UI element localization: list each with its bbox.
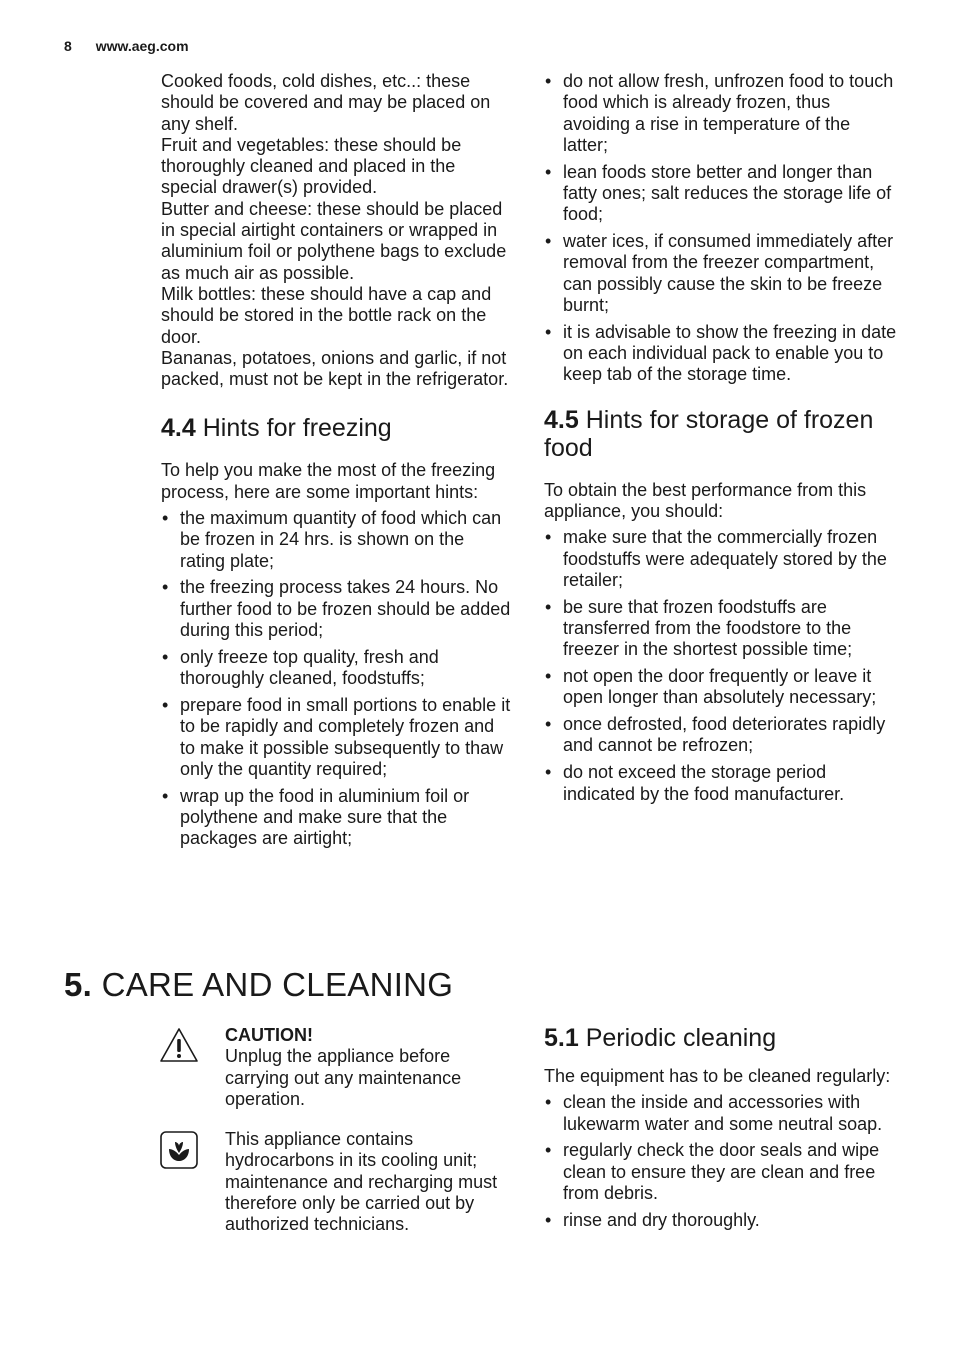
list-item: • rinse and dry thoroughly. [544, 1210, 900, 1231]
list-item: • be sure that frozen foodstuffs are transferred from the foodstore to the freezer in the shortest possible time; [544, 597, 900, 661]
list-item: • the freezing process takes 24 hours. No further food to be frozen should be added during this period; [161, 577, 513, 641]
freezing-hints-list [161, 508, 513, 849]
right-column [544, 71, 900, 810]
environment-icon [160, 1131, 198, 1174]
section-4-5-heading [544, 406, 900, 462]
section-number: 4.5 [544, 405, 579, 434]
frozen-storage-hints-list [544, 527, 900, 805]
chapter-title: CARE AND CLEANING [101, 966, 454, 1003]
paragraph-fruit-vegetables: Fruit and vegetables: these should be thoroughly cleaned and placed in the special drawer(s) provided. [161, 134, 462, 198]
list-item: • it is advisable to show the freezing in date on each individual pack to enable you to keep tab of the storage time. [544, 322, 900, 386]
freezing-hints-continued-list [544, 71, 900, 386]
section-title: Hints for storage of frozen food [544, 405, 874, 462]
section-5-1-heading [544, 1024, 900, 1052]
section-5-1 [544, 1024, 900, 1237]
page-number: 8 [64, 38, 72, 54]
section-4-5-intro: To obtain the best performance from this appliance, you should: [544, 479, 867, 521]
page-header [64, 38, 189, 54]
environment-note: This appliance contains hydrocarbons in its cooling unit; maintenance and recharging must therefore only be carried out by authorized technicians. [225, 1129, 498, 1235]
section-4-4-intro: To help you make the most of the freezing process, here are some important hints: [161, 460, 496, 502]
section-number: 4.4 [161, 414, 196, 443]
paragraph-butter-cheese: Butter and cheese: these should be placed in special airtight containers or wrapped in aluminium foil or polythene bags to exclude as much air as possible. [161, 198, 507, 283]
section-number: 5.1 [544, 1024, 579, 1052]
section-5-1-intro: The equipment has to be cleaned regularly: [544, 1066, 891, 1086]
list-item: • clean the inside and accessories with lukewarm water and some neutral soap. [544, 1092, 900, 1135]
warning-triangle-icon [158, 1026, 200, 1069]
list-item: • regularly check the door seals and wipe clean to ensure they are clean and free from debris. [544, 1140, 900, 1204]
list-item: • lean foods store better and longer than fatty ones; salt reduces the storage life of food; [544, 162, 900, 226]
list-item: • only freeze top quality, fresh and thoroughly cleaned, foodstuffs; [161, 647, 513, 690]
left-column [161, 71, 513, 855]
list-item: • not open the door frequently or leave it open longer than absolutely necessary; [544, 666, 900, 709]
list-item: • prepare food in small portions to enable it to be rapidly and completely frozen and to make it possible subsequently to thaw only the quantity required; [161, 695, 513, 780]
caution-title: CAUTION! [225, 1025, 313, 1045]
section-4-4-heading [161, 414, 513, 442]
list-item: • wrap up the food in aluminium foil or polythene and make sure that the packages are airtight; [161, 786, 513, 850]
storage-guidelines [161, 71, 513, 390]
chapter-5-heading [64, 963, 453, 1007]
paragraph-bananas: Bananas, potatoes, onions and garlic, if not packed, must not be kept in the refrigerator. [161, 347, 509, 390]
paragraph-cooked-foods: Cooked foods, cold dishes, etc..: these should be covered and may be placed on any shelf. [161, 71, 491, 134]
section-title: Hints for freezing [202, 414, 392, 443]
section-title: Periodic cleaning [585, 1024, 777, 1052]
list-item: • the maximum quantity of food which can be frozen in 24 hrs. is shown on the rating plate; [161, 508, 513, 572]
paragraph-milk-bottles: Milk bottles: these should have a cap and should be stored in the bottle rack on the door. [161, 283, 492, 347]
caution-text: Unplug the appliance before carrying out any maintenance operation. [225, 1046, 462, 1109]
list-item: • make sure that the commercially frozen foodstuffs were adequately stored by the retailer; [544, 527, 900, 591]
periodic-cleaning-list [544, 1092, 900, 1231]
list-item: • once defrosted, food deteriorates rapidly and cannot be refrozen; [544, 714, 900, 757]
list-item: • water ices, if consumed immediately after removal from the freezer compartment, can possibly cause the skin to be freeze burnt; [544, 231, 900, 316]
list-item: • do not exceed the storage period indicated by the food manufacturer. [544, 762, 900, 805]
site-url: www.aeg.com [95, 38, 189, 54]
list-item: • do not allow fresh, unfrozen food to touch food which is already frozen, thus avoiding a rise in temperature of the latter; [544, 71, 900, 156]
caution-note [225, 1025, 515, 1110]
chapter-number: 5. [64, 966, 93, 1003]
